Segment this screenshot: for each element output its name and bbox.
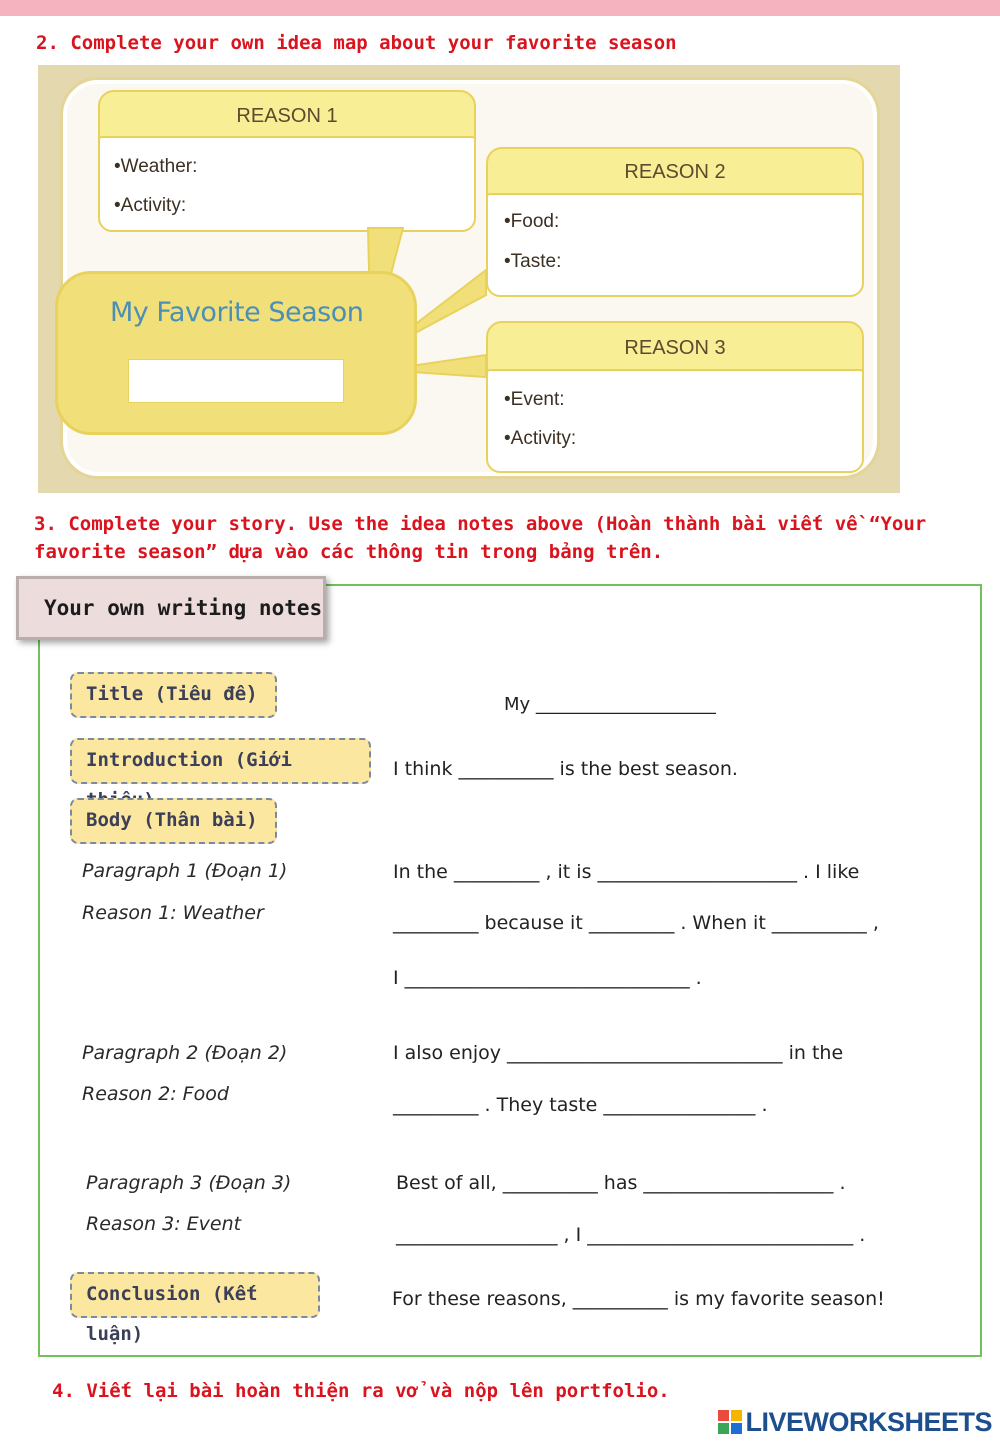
paragraph-1-label: Paragraph 1 (Đoạn 1): [82, 860, 288, 882]
paragraph-2-line-2[interactable]: _________ . They taste ________________ .: [393, 1094, 768, 1116]
reason-3-activity: •Activity:: [504, 428, 577, 449]
reason-2-food: •Food:: [504, 211, 560, 232]
label-conclusion: Conclusion (Kết luận): [70, 1272, 320, 1318]
title-line[interactable]: My ____________________: [504, 694, 716, 715]
reason-1-label: Reason 1: Weather: [82, 902, 264, 924]
idea-map: [38, 65, 900, 493]
section-3-heading: 3. Complete your story. Use the idea notes above (Hoàn thành bài viết về “Your favorite season” dựa vào các thông tin trong bảng trên.: [34, 513, 927, 563]
paragraph-2-line-1[interactable]: I also enjoy _____________________________ in the: [393, 1042, 844, 1064]
intro-line[interactable]: I think __________ is the best season.: [393, 758, 738, 780]
label-body: Body (Thân bài): [70, 798, 277, 844]
reason-3-event: •Event:: [504, 389, 565, 410]
liveworksheets-logo: [718, 1404, 992, 1440]
paragraph-1-line-1[interactable]: In the _________ , it is _____________________ . I like: [393, 861, 860, 883]
liveworksheets-logo-icon: [718, 1410, 742, 1434]
reason-2-label: Reason 2: Food: [82, 1083, 229, 1105]
conclusion-line[interactable]: For these reasons, __________ is my favorite season!: [392, 1288, 885, 1310]
label-title: Title (Tiêu đề): [70, 672, 277, 718]
paragraph-3-line-1[interactable]: Best of all, __________ has ____________________ .: [396, 1172, 846, 1194]
favorite-season-title: My Favorite Season: [110, 297, 364, 328]
reason-1-weather: •Weather:: [114, 156, 198, 177]
reason-3-title: REASON 3: [624, 337, 726, 359]
label-introduction: Introduction (Giới: [70, 738, 371, 784]
reason-1-title: REASON 1: [236, 105, 338, 127]
favorite-season-input[interactable]: [128, 359, 344, 403]
paragraph-1-line-2[interactable]: _________ because it _________ . When it __________ ,: [393, 912, 879, 934]
section-4-heading: 4. Viết lại bài hoàn thiện ra vở và nộp lên portfolio.: [52, 1380, 670, 1402]
reason-3-label: Reason 3: Event: [86, 1213, 242, 1235]
top-color-bar: [0, 0, 1000, 16]
section-2-heading: 2. Complete your own idea map about your favorite season: [36, 32, 677, 54]
reason-2-taste: •Taste:: [504, 251, 562, 272]
paragraph-3-label: Paragraph 3 (Đoạn 3): [86, 1172, 292, 1194]
paragraph-1-line-3[interactable]: I ______________________________ .: [393, 967, 702, 989]
reason-2-title: REASON 2: [624, 161, 726, 183]
reason-1-activity: •Activity:: [114, 195, 187, 216]
favorite-season-center: [55, 271, 417, 435]
liveworksheets-logo-text: LIVEWORKSHEETS: [745, 1406, 992, 1437]
paragraph-2-label: Paragraph 2 (Đoạn 2): [82, 1042, 288, 1064]
paragraph-3-line-2[interactable]: _________________ , I ____________________________ .: [396, 1224, 866, 1246]
writing-notes-tab: Your own writing notes: [16, 576, 326, 640]
